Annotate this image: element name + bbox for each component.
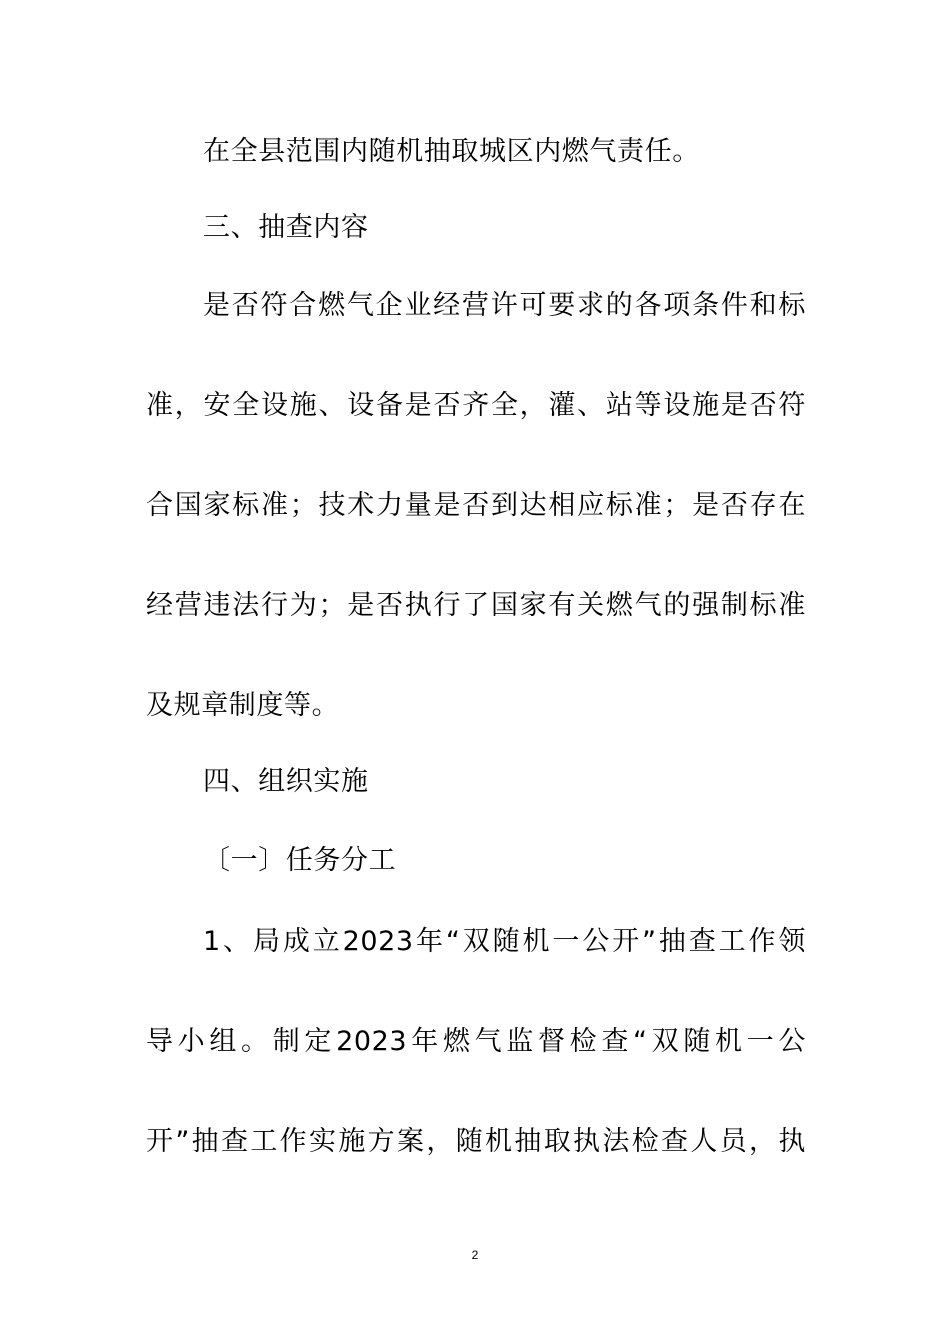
paragraph-line-4: 准，安全设施、设备是否齐全，灌、站等设施是否符 bbox=[146, 390, 806, 421]
subsection-heading-1: 〔一〕任务分工 bbox=[203, 845, 397, 876]
paragraph-line-5: 合国家标准；技术力量是否到达相应标准；是否存在 bbox=[146, 490, 806, 521]
section-heading-4: 四、组织实施 bbox=[203, 766, 369, 797]
paragraph-line-11: 导小组。制定2023年燃气监督检查“双随机一公 bbox=[146, 1026, 806, 1057]
paragraph-line-6: 经营违法行为；是否执行了国家有关燃气的强制标准 bbox=[146, 590, 806, 621]
section-heading-3: 三、抽查内容 bbox=[203, 212, 369, 243]
paragraph-line-1: 在全县范围内随机抽取城区内燃气责任。 bbox=[203, 136, 700, 167]
page-number: 2 bbox=[471, 1248, 479, 1262]
paragraph-line-3: 是否符合燃气企业经营许可要求的各项条件和标 bbox=[203, 290, 806, 321]
paragraph-line-12: 开”抽查工作实施方案，随机抽取执法检查人员，执 bbox=[146, 1126, 806, 1157]
paragraph-line-7: 及规章制度等。 bbox=[146, 690, 340, 721]
paragraph-line-10: 1、局成立2023年“双随机一公开”抽查工作领 bbox=[203, 926, 806, 957]
